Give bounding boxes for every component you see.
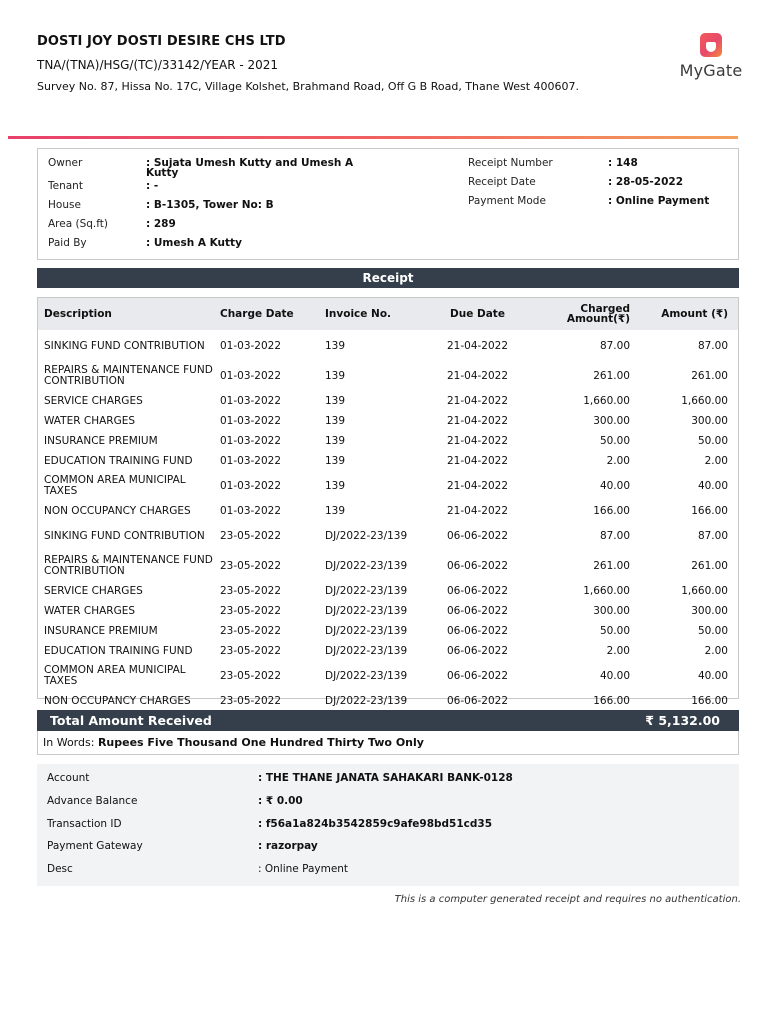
cell-charge-date: 01-03-2022	[220, 370, 282, 382]
payment-label: Transaction ID	[47, 817, 122, 830]
cell-invoice-no: 139	[325, 370, 346, 382]
charges-table	[37, 297, 739, 707]
table-row	[38, 521, 738, 551]
cell-charge-date: 01-03-2022	[220, 435, 282, 447]
mygate-logo	[676, 33, 746, 80]
cell-charge-date: 23-05-2022	[220, 560, 282, 572]
table-row	[38, 411, 738, 431]
payment-details	[37, 764, 739, 886]
cell-due-date: 06-06-2022	[446, 605, 509, 617]
paid-by-row	[48, 237, 428, 256]
cell-description: EDUCATION TRAINING FUND	[44, 644, 193, 657]
account-row	[37, 767, 739, 790]
info-label: Owner	[48, 157, 83, 169]
info-label: Receipt Number	[468, 157, 553, 169]
cell-amount: 166.00	[691, 695, 728, 707]
cell-due-date: 21-04-2022	[446, 480, 509, 492]
cell-amount: 87.00	[697, 530, 728, 542]
info-label: Paid By	[48, 237, 87, 249]
cell-amount: 300.00	[691, 415, 728, 427]
payment-gateway-row	[37, 835, 739, 858]
table-row	[38, 431, 738, 451]
cell-description: SINKING FUND CONTRIBUTION	[44, 339, 205, 352]
table-row	[38, 691, 738, 711]
cell-amount: 40.00	[697, 670, 728, 682]
table-row	[38, 391, 738, 411]
payment-gateway-value: : razorpay	[258, 840, 318, 853]
cell-invoice-no: 139	[325, 505, 346, 517]
cell-charge-date: 23-05-2022	[220, 625, 282, 637]
cell-description: INSURANCE PREMIUM	[44, 624, 158, 637]
receipt-number-value: : 148	[608, 157, 638, 169]
receipt-date-value: : 28-05-2022	[608, 176, 684, 188]
payment-label: Advance Balance	[47, 795, 138, 808]
receipt-number-row	[468, 157, 738, 176]
cell-charged-amount: 261.00	[593, 370, 630, 382]
cell-description: NON OCCUPANCY CHARGES	[44, 694, 191, 707]
cell-charged-amount: 166.00	[593, 695, 630, 707]
cell-invoice-no: DJ/2022-23/139	[325, 605, 408, 617]
cell-invoice-no: 139	[325, 415, 346, 427]
cell-amount: 261.00	[691, 560, 728, 572]
cell-description: NON OCCUPANCY CHARGES	[44, 504, 191, 517]
cell-description: REPAIRS & MAINTENANCE FUND CONTRIBUTION	[44, 364, 213, 387]
cell-description: SERVICE CHARGES	[44, 584, 143, 597]
cell-charge-date: 01-03-2022	[220, 415, 282, 427]
society-address: Survey No. 87, Hissa No. 17C, Village Kolshet, Brahmand Road, Off G B Road, Thane West 400607.	[37, 80, 580, 93]
house-value: : B-1305, Tower No: B	[146, 199, 274, 211]
receipt-info-box	[37, 148, 739, 260]
cell-charged-amount: 2.00	[606, 455, 630, 467]
cell-charged-amount: 40.00	[599, 670, 630, 682]
cell-invoice-no: DJ/2022-23/139	[325, 585, 408, 597]
cell-amount: 40.00	[697, 480, 728, 492]
cell-charge-date: 01-03-2022	[220, 455, 282, 467]
info-label: Receipt Date	[468, 176, 536, 188]
footnote: This is a computer generated receipt and requires no authentication.	[394, 894, 741, 905]
cell-amount: 87.00	[697, 340, 728, 352]
cell-description: WATER CHARGES	[44, 604, 135, 617]
col-header-invoice-no: Invoice No.	[325, 308, 392, 320]
cell-charge-date: 01-03-2022	[220, 480, 282, 492]
col-header-charged-amount: Charged Amount(₹)	[566, 303, 630, 325]
cell-charged-amount: 50.00	[599, 625, 630, 637]
cell-invoice-no: DJ/2022-23/139	[325, 530, 408, 542]
tenant-value: : -	[146, 180, 159, 192]
cell-invoice-no: 139	[325, 480, 346, 492]
table-row	[38, 661, 738, 691]
cell-invoice-no: DJ/2022-23/139	[325, 645, 408, 657]
table-header	[38, 298, 738, 330]
cell-charge-date: 01-03-2022	[220, 505, 282, 517]
desc-value: : Online Payment	[258, 863, 349, 876]
info-label: Payment Mode	[468, 195, 546, 207]
tenant-row	[48, 180, 428, 199]
cell-charged-amount: 166.00	[593, 505, 630, 517]
col-header-due-date: Due Date	[450, 308, 505, 320]
cell-charge-date: 01-03-2022	[220, 395, 282, 407]
mygate-logo-icon	[700, 33, 722, 57]
cell-amount: 1,660.00	[681, 395, 728, 407]
cell-charged-amount: 300.00	[593, 415, 630, 427]
cell-invoice-no: 139	[325, 455, 346, 467]
cell-charge-date: 23-05-2022	[220, 605, 282, 617]
owner-info	[48, 157, 428, 256]
table-row	[38, 451, 738, 471]
advance-balance-row	[37, 790, 739, 813]
owner-value: : Sujata Umesh Kutty and Umesh A Kutty	[146, 157, 354, 179]
cell-charged-amount: 1,660.00	[583, 395, 630, 407]
cell-charge-date: 23-05-2022	[220, 645, 282, 657]
cell-charge-date: 23-05-2022	[220, 695, 282, 707]
cell-charged-amount: 300.00	[593, 605, 630, 617]
cell-amount: 1,660.00	[681, 585, 728, 597]
cell-description: SERVICE CHARGES	[44, 394, 143, 407]
house-row	[48, 199, 428, 218]
col-header-description: Description	[44, 307, 112, 320]
desc-row	[37, 858, 739, 881]
cell-due-date: 21-04-2022	[446, 415, 509, 427]
cell-charge-date: 23-05-2022	[220, 585, 282, 597]
transaction-id-row	[37, 812, 739, 835]
cell-description: INSURANCE PREMIUM	[44, 434, 158, 447]
account-value: : THE THANE JANATA SAHAKARI BANK-0128	[258, 772, 513, 785]
payment-label: Desc	[47, 863, 73, 876]
cell-amount: 261.00	[691, 370, 728, 382]
table-row	[38, 581, 738, 601]
in-words-value: Rupees Five Thousand One Hundred Thirty Two Only	[97, 736, 424, 749]
cell-description: SINKING FUND CONTRIBUTION	[44, 529, 205, 542]
cell-charge-date: 23-05-2022	[220, 530, 282, 542]
cell-charged-amount: 1,660.00	[583, 585, 630, 597]
cell-invoice-no: DJ/2022-23/139	[325, 560, 408, 572]
in-words-label: In Words:	[43, 736, 95, 749]
cell-due-date: 06-06-2022	[446, 670, 509, 682]
payment-label: Account	[47, 772, 90, 785]
table-body	[38, 330, 738, 711]
cell-due-date: 06-06-2022	[446, 585, 509, 597]
total-amount-bar	[37, 710, 739, 731]
society-registration: TNA/(TNA)/HSG/(TC)/33142/YEAR - 2021	[37, 58, 279, 72]
paid-by-value: : Umesh A Kutty	[146, 237, 242, 249]
cell-charged-amount: 2.00	[606, 645, 630, 657]
cell-charged-amount: 40.00	[599, 480, 630, 492]
info-label: House	[48, 199, 81, 211]
cell-due-date: 21-04-2022	[446, 340, 509, 352]
cell-amount: 50.00	[697, 625, 728, 637]
receipt-meta	[468, 157, 738, 214]
payment-label: Payment Gateway	[47, 840, 143, 853]
area-value: : 289	[146, 218, 176, 230]
table-row	[38, 471, 738, 501]
area-row	[48, 218, 428, 237]
accent-divider	[8, 136, 738, 139]
cell-charged-amount: 87.00	[599, 340, 630, 352]
cell-amount: 2.00	[704, 645, 728, 657]
cell-invoice-no: DJ/2022-23/139	[325, 670, 408, 682]
cell-invoice-no: 139	[325, 435, 346, 447]
receipt-section-title: Receipt	[37, 268, 739, 288]
cell-due-date: 21-04-2022	[446, 395, 509, 407]
table-row	[38, 621, 738, 641]
cell-invoice-no: DJ/2022-23/139	[325, 625, 408, 637]
cell-charged-amount: 261.00	[593, 560, 630, 572]
table-row	[38, 601, 738, 621]
cell-charged-amount: 50.00	[599, 435, 630, 447]
cell-due-date: 06-06-2022	[446, 695, 509, 707]
cell-invoice-no: 139	[325, 395, 346, 407]
cell-description: COMMON AREA MUNICIPAL TAXES	[44, 474, 186, 497]
advance-balance-value: : ₹ 0.00	[258, 795, 303, 808]
cell-amount: 50.00	[697, 435, 728, 447]
cell-amount: 2.00	[704, 455, 728, 467]
cell-invoice-no: 139	[325, 340, 346, 352]
info-label: Area (Sq.ft)	[48, 218, 108, 230]
receipt-date-row	[468, 176, 738, 195]
cell-due-date: 06-06-2022	[446, 645, 509, 657]
total-amount: ₹ 5,132.00	[645, 713, 720, 728]
cell-charge-date: 23-05-2022	[220, 670, 282, 682]
payment-mode-value: : Online Payment	[608, 195, 710, 207]
table-row	[38, 331, 738, 361]
cell-description: COMMON AREA MUNICIPAL TAXES	[44, 664, 186, 687]
society-header	[37, 34, 637, 95]
cell-invoice-no: DJ/2022-23/139	[325, 695, 408, 707]
table-row	[38, 641, 738, 661]
cell-description: REPAIRS & MAINTENANCE FUND CONTRIBUTION	[44, 554, 213, 577]
cell-description: WATER CHARGES	[44, 414, 135, 427]
cell-amount: 166.00	[691, 505, 728, 517]
total-label: Total Amount Received	[50, 713, 212, 728]
payment-mode-row	[468, 195, 738, 214]
amount-in-words	[37, 731, 739, 755]
logo-text: MyGate	[679, 61, 743, 80]
owner-row	[48, 157, 428, 178]
cell-due-date: 21-04-2022	[446, 370, 509, 382]
cell-due-date: 21-04-2022	[446, 435, 509, 447]
col-header-amount: Amount (₹)	[661, 308, 728, 320]
cell-charge-date: 01-03-2022	[220, 340, 282, 352]
cell-charged-amount: 87.00	[599, 530, 630, 542]
table-row	[38, 551, 738, 581]
cell-due-date: 21-04-2022	[446, 505, 509, 517]
cell-due-date: 06-06-2022	[446, 625, 509, 637]
table-row	[38, 361, 738, 391]
col-header-charge-date: Charge Date	[220, 308, 294, 320]
society-name: DOSTI JOY DOSTI DESIRE CHS LTD	[37, 34, 286, 49]
cell-due-date: 21-04-2022	[446, 455, 509, 467]
cell-due-date: 06-06-2022	[446, 530, 509, 542]
transaction-id-value: : f56a1a824b3542859c9afe98bd51cd35	[258, 817, 492, 830]
cell-description: EDUCATION TRAINING FUND	[44, 454, 193, 467]
cell-due-date: 06-06-2022	[446, 560, 509, 572]
table-row	[38, 501, 738, 521]
info-label: Tenant	[48, 180, 83, 192]
cell-amount: 300.00	[691, 605, 728, 617]
